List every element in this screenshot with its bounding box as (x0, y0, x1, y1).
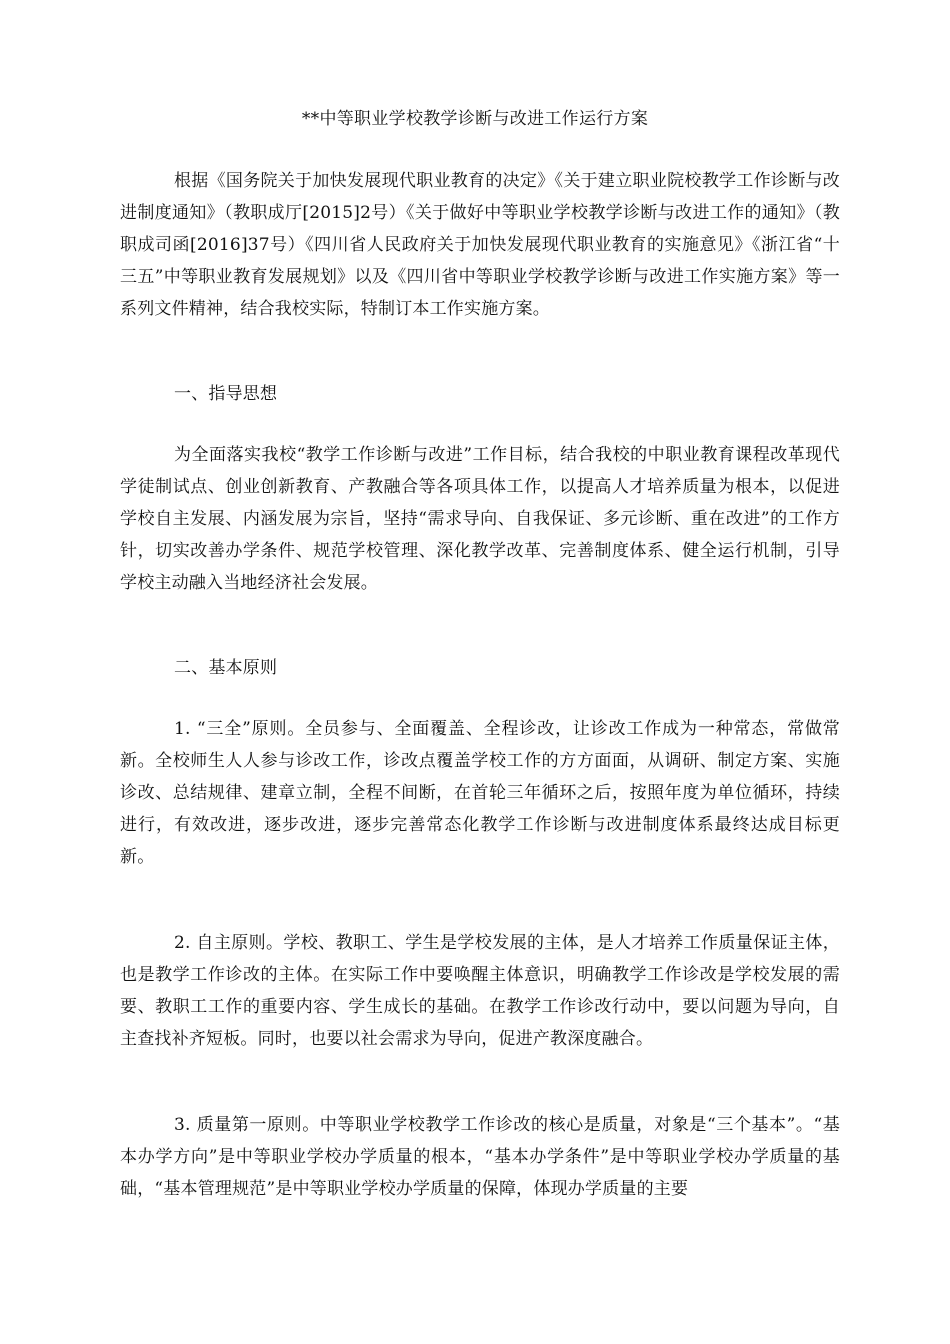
guiding-ideology-paragraph: 为全面落实我校“教学工作诊断与改进”工作目标，结合我校的中职业教育课程改革现代学徒制试点、创业创新教育、产教融合等各项具体工作，以提高人才培养质量为根本，以促进学校自主发展、内涵发展为宗旨，坚持“需求导向、自我保证、多元诊断、重在改进”的工作方针，切实改善办学条件、规范学校管理、深化教学改革、完善制度体系、健全运行机制，引导学校主动融入当地经济社会发展。 (120, 445, 840, 593)
section-heading-basic-principles: 二、基本原则 (174, 658, 278, 678)
intro-paragraph: 根据《国务院关于加快发展现代职业教育的决定》《关于建立职业院校教学工作诊断与改进制度通知》（教职成厅[2015]2号）《关于做好中等职业学校教学诊断与改进工作的通知》（教职成司函[2016]37号）《四川省人民政府关于加快发展现代职业教育的实施意见》《浙江省“十三五”中等职业教育发展规划》以及《四川省中等职业学校教学诊断与改进工作实施方案》等一系列文件精神，结合我校实际，特制订本工作实施方案。 (120, 171, 840, 319)
document-title: **中等职业学校教学诊断与改进工作运行方案 (301, 109, 649, 129)
principle-3-paragraph: 3. 质量第一原则。中等职业学校教学工作诊改的核心是质量，对象是“三个基本”。“基本办学方向”是中等职业学校办学质量的根本，“基本办学条件”是中等职业学校办学质量的基础，“基本管理规范”是中等职业学校办学质量的保障，体现办学质量的主要 (120, 1115, 840, 1199)
section-heading-guiding-ideology: 一、指导思想 (174, 384, 278, 404)
principle-2-paragraph: 2. 自主原则。学校、教职工、学生是学校发展的主体，是人才培养工作质量保证主体，也是教学工作诊改的主体。在实际工作中要唤醒主体意识，明确教学工作诊改是学校发展的需要、教职工工作的重要内容、学生成长的基础。在教学工作诊改行动中，要以问题为导向，自主查找补齐短板。同时，也要以社会需求为导向，促进产教深度融合。 (120, 933, 840, 1049)
principle-1-paragraph: 1. “三全”原则。全员参与、全面覆盖、全程诊改，让诊改工作成为一种常态，常做常新。全校师生人人参与诊改工作，诊改点覆盖学校工作的方方面面，从调研、制定方案、实施诊改、总结规律、建章立制，全程不间断，在首轮三年循环之后，按照年度为单位循环，持续进行，有效改进，逐步改进，逐步完善常态化教学工作诊断与改进制度体系最终达成目标更新。 (120, 719, 840, 867)
